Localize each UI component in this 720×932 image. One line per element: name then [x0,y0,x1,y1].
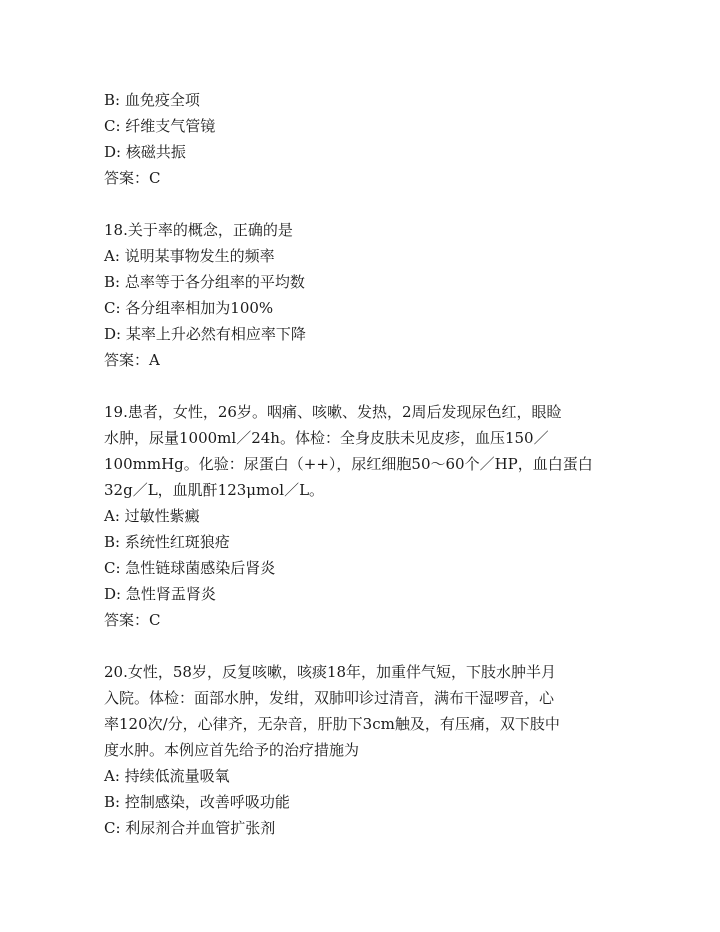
question-stem-line-3: 率120次/分，心律齐，无杂音，肝肋下3cm触及，有压痛，双下肢中 [104,715,560,733]
spacer [104,633,624,659]
question-stem-line-3: 100mmHg。化验：尿蛋白（++），尿红细胞50～60个／HP，血白蛋白 [104,455,593,473]
question-stem-line-4: 32g／L，血肌酐123μmol／L。 [104,481,325,499]
option-c: C: 各分组率相加为100% [104,299,274,317]
option-d: D: 急性肾盂肾炎 [104,585,216,603]
option-c: C: 利尿剂合并血管扩张剂 [104,819,276,837]
question-stem: 18.关于率的概念，正确的是 [104,221,293,239]
answer-line: 答案：A [104,351,160,369]
option-b: B: 血免疫全项 [104,91,200,109]
document-page [104,87,624,841]
question-20 [104,659,624,841]
option-b: B: 系统性红斑狼疮 [104,533,230,551]
option-b: B: 控制感染，改善呼吸功能 [104,793,290,811]
question-19 [104,399,624,633]
question-17-options [104,87,624,191]
option-d: D: 某率上升必然有相应率下降 [104,325,306,343]
answer-line: 答案：C [104,611,161,629]
option-c: C: 急性链球菌感染后肾炎 [104,559,276,577]
question-stem-line-2: 入院。体检：面部水肿，发绀，双肺叩诊过清音，满布干湿啰音，心 [104,689,555,707]
question-stem-line-2: 水肿，尿量1000ml／24h。体检：全身皮肤未见皮疹，血压150／ [104,429,549,447]
option-d: D: 核磁共振 [104,143,186,161]
spacer [104,191,624,217]
question-18 [104,217,624,373]
option-a: A: 持续低流量吸氧 [104,767,230,785]
answer-line: 答案：C [104,169,161,187]
option-a: A: 说明某事物发生的频率 [104,247,275,265]
question-stem-line-1: 19.患者，女性，26岁。咽痛、咳嗽、发热，2周后发现尿色红，眼睑 [104,403,562,421]
option-b: B: 总率等于各分组率的平均数 [104,273,305,291]
spacer [104,373,624,399]
question-stem-line-4: 度水肿。本例应首先给予的治疗措施为 [104,741,360,759]
option-c: C: 纤维支气管镜 [104,117,216,135]
option-a: A: 过敏性紫癜 [104,507,200,525]
question-stem-line-1: 20.女性，58岁，反复咳嗽，咳痰18年，加重伴气短，下肢水肿半月 [104,663,557,681]
